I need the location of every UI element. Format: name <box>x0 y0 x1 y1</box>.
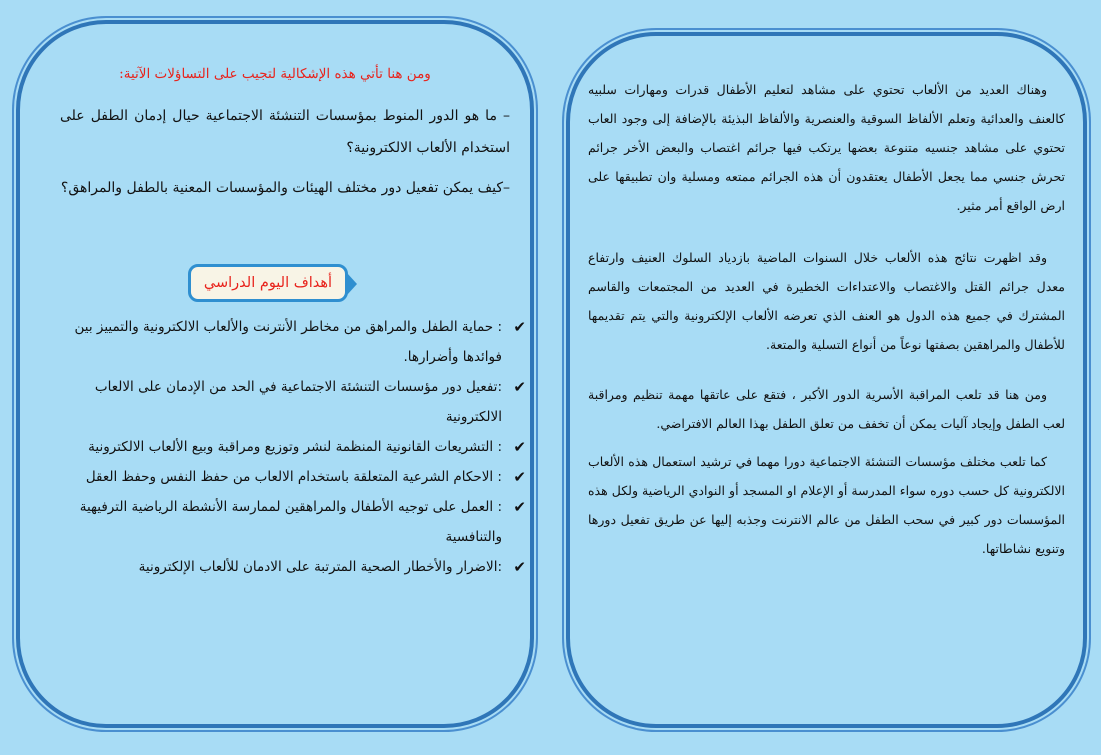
goals-title: أهداف اليوم الدراسي <box>203 275 333 291</box>
goal-text: :تفعيل دور مؤسسات التنشئة الاجتماعية في الحد من الإدمان على الالعاب الالكترونية <box>94 379 502 425</box>
check-icon: ✔ <box>513 498 526 516</box>
check-icon: ✔ <box>513 438 526 456</box>
intro-heading: ومن هنا تأتي هذه الإشكالية لتجيب على التساؤلات الآتية: <box>119 66 431 82</box>
goal-text: : الاحكام الشرعية المتعلقة باستخدام الالعاب من حفظ النفس وحفظ العقل <box>85 469 502 485</box>
goal-item <box>42 552 526 582</box>
paragraph-2: وقد اظهرت نتائج هذه الألعاب خلال السنوات الماضية بازدياد السلوك العنيف وارتفاع معدل جرائم القتل والاغتصاب والاعتداءات الخطيرة في العديد من المجتمعات والقاسم المشترك في جميع هذه الدول هو العنف الذي تعرضه الألعاب الإلكترونية والتي يتم تقديمها للأطفال والمراهقين بصفتها نوعاً من أنواع التسلية والمتعة. <box>588 249 1065 352</box>
check-icon: ✔ <box>513 558 526 576</box>
goal-item <box>42 312 526 372</box>
check-icon: ✔ <box>513 318 526 336</box>
paragraph-4: كما تلعب مختلف مؤسسات التنشئة الاجتماعية دورا مهما في ترشيد استعمال هذه الألعاب الالكترونية كل حسب دوره سواء المدرسة أو الإعلام او المسجد أو النوادي الرياضية ولكل هذه المؤسسات دور كبير في سحب الطفل من عالم الانترنت وجذبه إليها عن طريق تفعيل دورها وتنويع نشاطاتها. <box>588 453 1065 556</box>
goals-list <box>42 312 526 582</box>
goal-item <box>42 372 526 432</box>
question-1: – ما هو الدور المنوط بمؤسسات التنشئة الاجتماعية حيال إدمان الطفل على استخدام الألعاب الالكترونية؟ <box>60 108 510 156</box>
goal-item <box>42 432 526 462</box>
goal-text: : التشريعات القانونية المنظمة لنشر وتوزيع ومراقبة وبيع الألعاب الالكترونية <box>88 439 502 455</box>
question-2: –كيف يمكن تفعيل دور مختلف الهيئات والمؤسسات المعنية بالطفل والمراهق؟ <box>60 180 510 196</box>
goals-title-box <box>188 264 348 302</box>
goal-item <box>42 492 526 552</box>
goal-text: :الاضرار والأخطار الصحية المترتبة على الادمان للألعاب الإلكترونية <box>138 559 502 575</box>
paragraph-3: ومن هنا قد تلعب المراقبة الأسرية الدور الأكبر ، فتقع على عاتقها مهمة تنظيم ومراقبة لعب الطفل وإيجاد آليات يمكن أن تخفف من تعلق الطفل بهذا العالم الافتراضي. <box>588 386 1065 431</box>
goal-text: : العمل على توجيه الأطفال والمراهقين لممارسة الأنشطة الرياضية الترفيهية والتنافسية <box>79 499 502 545</box>
check-icon: ✔ <box>513 468 526 486</box>
goal-text: : حماية الطفل والمراهق من مخاطر الأنترنت والألعاب الالكترونية والتمييز بين فوائدها وأضرارها. <box>74 319 502 365</box>
left-panel <box>16 20 534 728</box>
paragraph-1: وهناك العديد من الألعاب تحتوي على مشاهد لتعليم الأطفال قدرات ومهارات سلبيه كالعنف والعدائية وتعلم الألفاظ السوقية والعنصرية والألفاظ البذيئة بالإضافة إلى وجود العاب تحتوي على مشاهد جنسيه متنوعة بعضها يرتكب فيها جرائم اغتصاب والبعض الأخر جرائم تحرش جنسي مما يجعل الأطفال يعتقدون أن هذه الجرائم ممتعه ومسلية وان تطبيقها على ارض الواقع أمر مثير. <box>588 81 1065 213</box>
right-panel <box>566 32 1087 728</box>
check-icon: ✔ <box>513 378 526 396</box>
goal-item <box>42 462 526 492</box>
